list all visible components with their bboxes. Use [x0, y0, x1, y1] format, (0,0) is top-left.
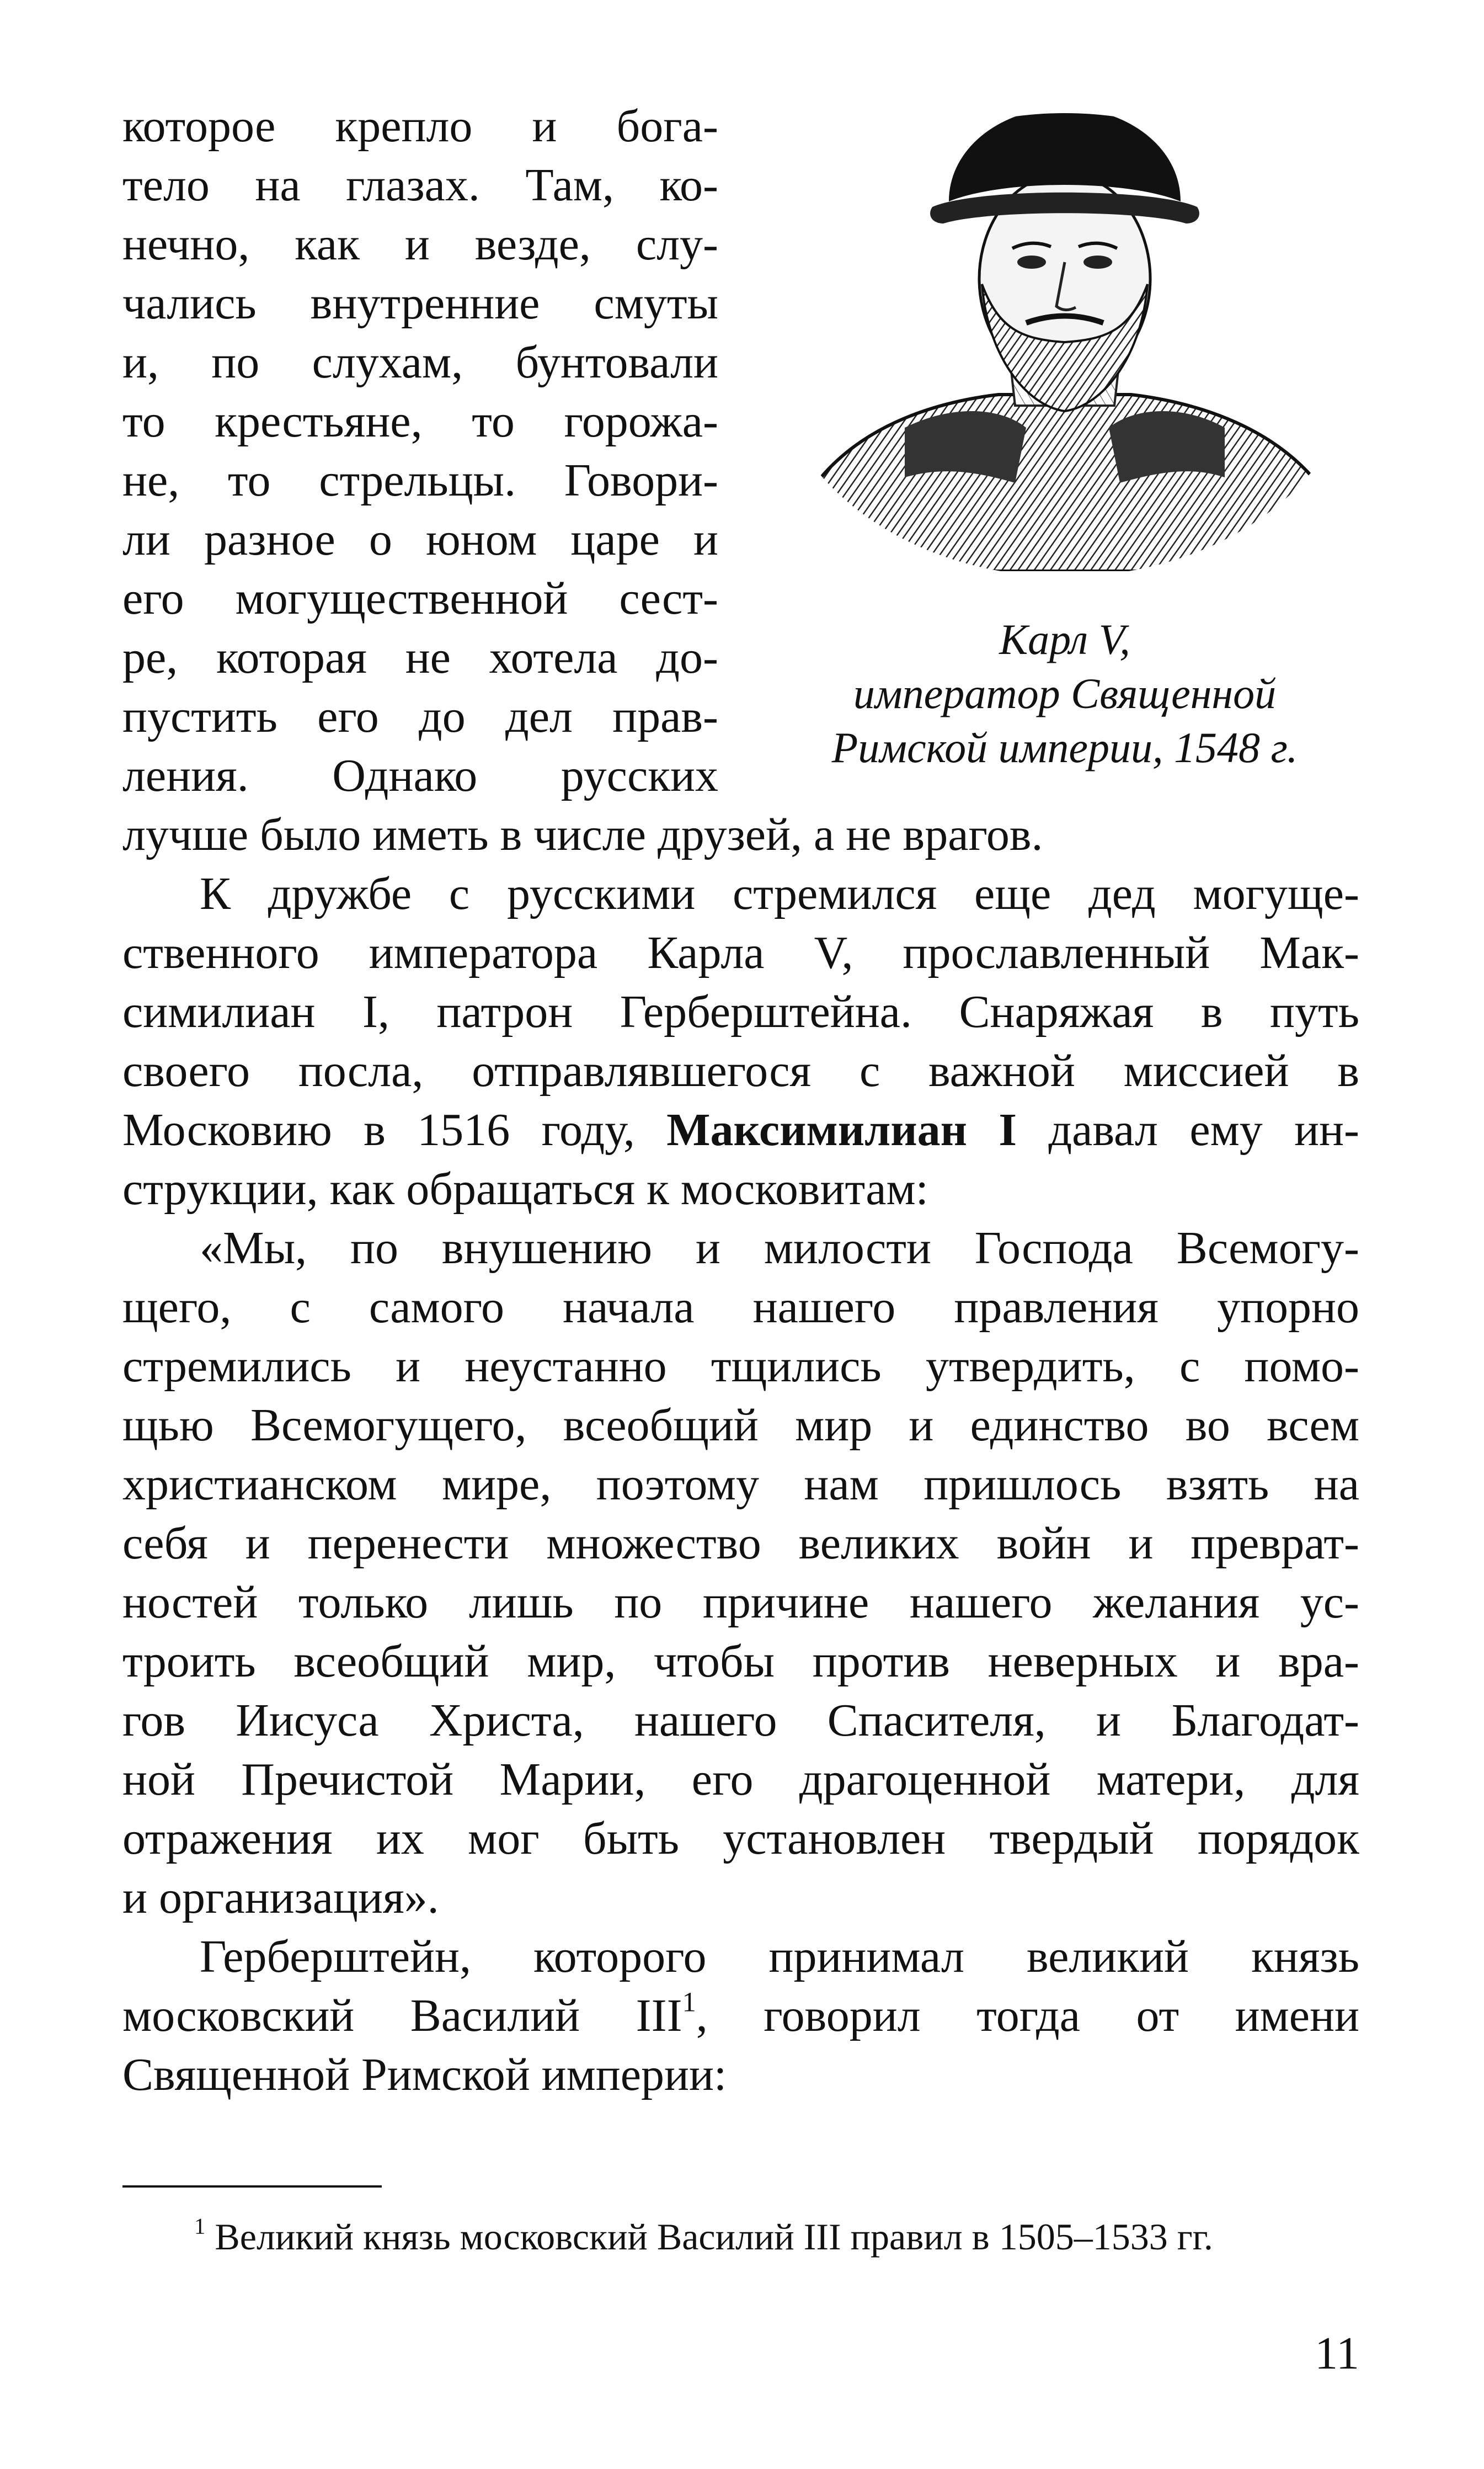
- footnote-rule: [122, 2185, 382, 2188]
- text-line: [122, 1100, 1359, 1159]
- text-line: пустить его до дел прав-: [122, 691, 718, 742]
- text-line: [122, 1986, 1359, 2045]
- caption-line: Карл V,: [999, 615, 1130, 663]
- text-line: Священной Римской империи:: [122, 2049, 727, 2100]
- text-run: , говорил тогда от имени: [696, 1990, 1359, 2041]
- text-line: его могущественной сест-: [122, 573, 718, 624]
- quote-line: гов Иисуса Христа, нашего Спасителя, и Благодат-: [122, 1695, 1359, 1746]
- text-line: лучше было иметь в числе друзей, а не врагов.: [122, 809, 1043, 860]
- text-line: тело на глазах. Там, ко-: [122, 159, 718, 211]
- portrait-charles-v: [767, 97, 1363, 571]
- text-line: К дружбе с русскими стремился еще дед могуще-: [200, 868, 1359, 919]
- text-line: и, по слухам, бунтовали: [122, 337, 718, 388]
- caption-line: Римской империи, 1548 г.: [831, 723, 1298, 771]
- text-line: то крестьяне, то горожа-: [122, 396, 718, 447]
- text-line: симилиан I, патрон Герберштейна. Снаряжая в путь: [122, 986, 1359, 1037]
- quote-line: и организация».: [122, 1872, 439, 1923]
- quote-line: ностей только лишь по причине нашего желания ус-: [122, 1577, 1359, 1628]
- text-line: Герберштейн, которого принимал великий князь: [200, 1931, 1359, 1982]
- text-line: нечно, как и везде, слу-: [122, 219, 718, 270]
- quote-line: себя и перенести множество великих войн и преврат-: [122, 1518, 1359, 1569]
- text-line: струкции, как обращаться к московитам:: [122, 1163, 928, 1215]
- text-run: московский Василий III: [122, 1990, 682, 2041]
- bold-name: Максимилиан I: [666, 1104, 1017, 1156]
- quote-line: щего, с самого начала нашего правления упорно: [122, 1281, 1359, 1333]
- text-line: ре, которая не хотела до-: [122, 632, 718, 683]
- page-number: 11: [1315, 2328, 1359, 2379]
- caption-line: император Священной: [853, 669, 1277, 717]
- text-run: Московию в 1516 году,: [122, 1104, 667, 1156]
- text-line: ли разное о юном царе и: [122, 514, 718, 565]
- text-line: чались внутренние смуты: [122, 278, 718, 329]
- text-line: не, то стрельцы. Говори-: [122, 455, 718, 506]
- footnote-marker: 1: [194, 2213, 206, 2239]
- footnote-text: Великий князь московский Василий III правил в 1505–1533 гг.: [205, 2216, 1213, 2258]
- quote-line: отражения их мог быть установлен твердый порядок: [122, 1813, 1359, 1864]
- quote-line: троить всеобщий мир, чтобы против неверных и вра-: [122, 1636, 1359, 1687]
- text-line: ления. Однако русских: [122, 750, 718, 801]
- quote-line: стремились и неустанно тщились утвердить, с помо-: [122, 1340, 1359, 1392]
- quote-line: ной Пречистой Марии, его драгоценной матери, для: [122, 1754, 1359, 1805]
- text-run: давал ему ин-: [1017, 1104, 1359, 1156]
- text-line: своего посла, отправлявшегося с важной миссией в: [122, 1045, 1359, 1097]
- footnote: [194, 2212, 1359, 2262]
- quote-line: христианском мире, поэтому нам пришлось взять на: [122, 1459, 1359, 1510]
- text-line: ственного императора Карла V, прославленный Мак-: [122, 927, 1359, 978]
- footnote-ref: 1: [682, 1986, 696, 2018]
- text-line: которое крепло и бога-: [122, 100, 718, 152]
- quote-line: щью Всемогущего, всеобщий мир и единство во всем: [122, 1400, 1359, 1451]
- quote-line: «Мы, по внушению и милости Господа Всемогу-: [200, 1222, 1359, 1274]
